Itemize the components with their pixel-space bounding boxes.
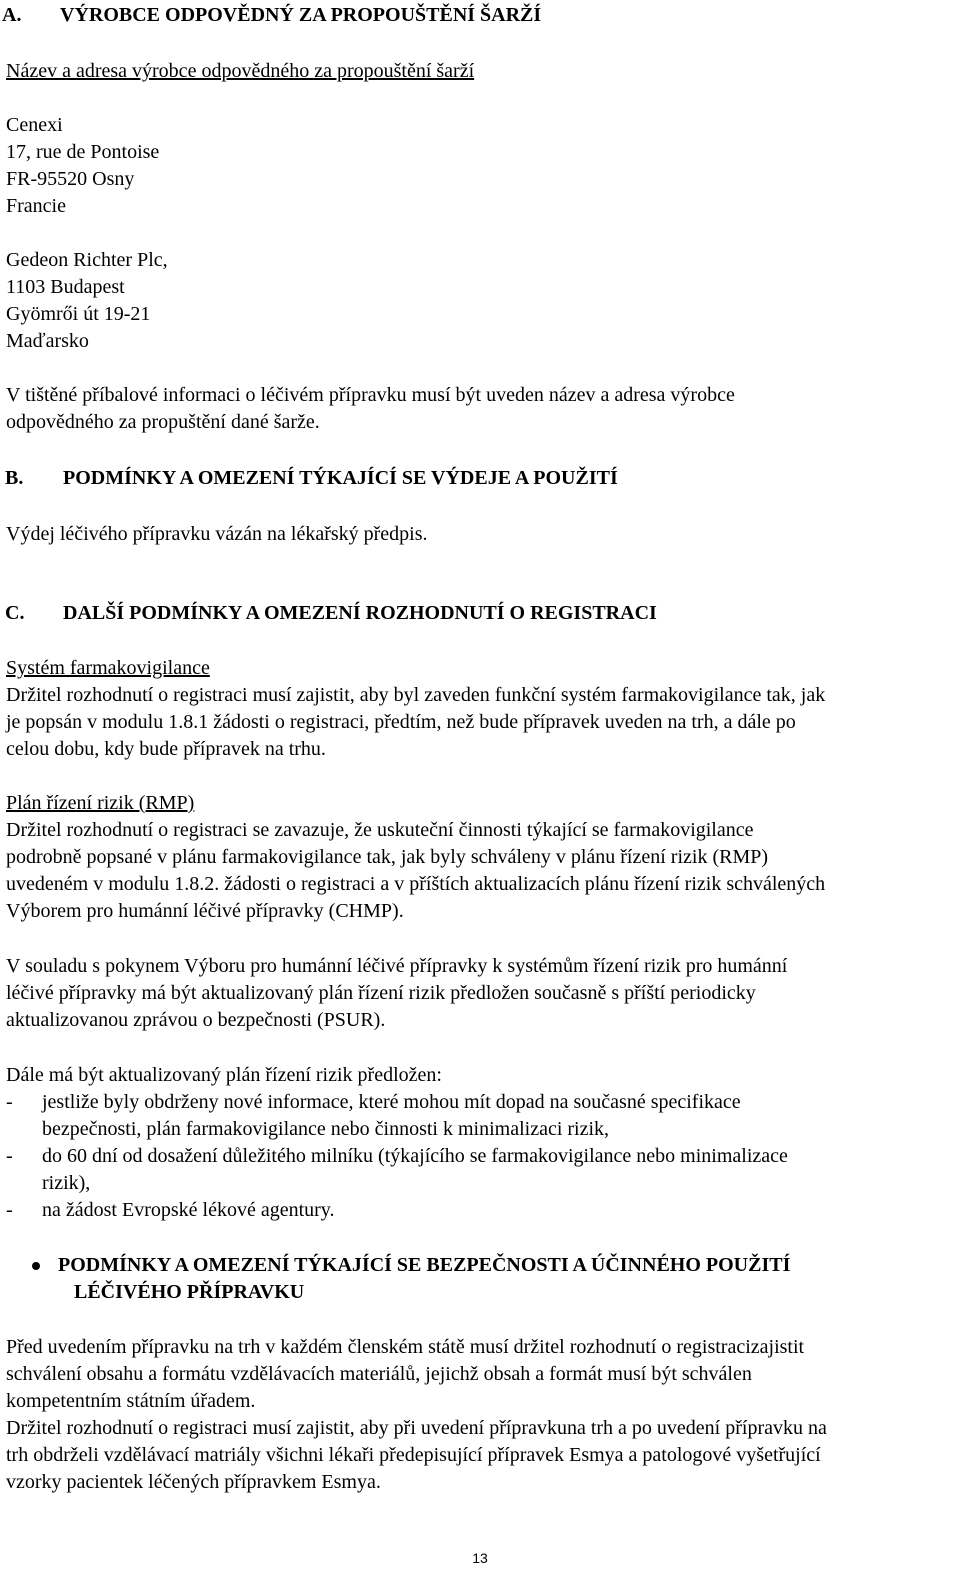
paragraph-line: Výdej léčivého přípravku vázán na lékařský předpis. (6, 523, 428, 545)
section-a (2, 2, 956, 29)
rmp-heading: Plán řízení rizik (RMP) (6, 792, 195, 814)
section-title: VÝROBCE ODPOVĚDNÝ ZA PROPOUŠTĚNÍ ŠARŽÍ (60, 4, 542, 26)
heading-line: LÉČIVÉHO PŘÍPRAVKU (74, 1281, 305, 1303)
section-letter: B. (5, 467, 24, 489)
manufacturer-subheading: Název a adresa výrobce odpovědného za propouštění šarží (6, 60, 475, 82)
section-title: DALŠÍ PODMÍNKY A OMEZENÍ ROZHODNUTÍ O REGISTRACI (63, 602, 657, 624)
paragraph-line: trh obdrželi vzdělávací matriály všichni lékaři předepisující přípravek Esmya a patologové vyšetřující (6, 1444, 821, 1466)
list-item-line: do 60 dní od dosažení důležitého milníku (týkajícího se farmakovigilance nebo minimalizace (42, 1145, 788, 1167)
further-submission-block (6, 1062, 956, 1224)
list-item-line: bezpečnosti, plán farmakovigilance nebo činnosti k minimalizaci rizik, (42, 1118, 610, 1140)
manufacturer-subheading-block (6, 58, 956, 85)
address-line: Gyömrői út 19-21 (6, 303, 151, 325)
paragraph-line: V tištěné příbalové informaci o léčivém přípravku musí být uveden název a adresa výrobce (6, 384, 735, 406)
paragraph-line: je popsán v modulu 1.8.1 žádosti o registraci, předtím, než bude přípravek uveden na trh, a dále po (6, 711, 796, 733)
dash-marker: - (6, 1199, 13, 1221)
address-line: Gedeon Richter Plc, (6, 249, 168, 271)
manufacturer-address-2 (6, 247, 956, 355)
educational-materials-block (6, 1334, 956, 1496)
list-item (6, 1143, 956, 1197)
section-b (6, 465, 956, 492)
address-line: 17, rue de Pontoise (6, 141, 160, 163)
section-c (6, 600, 956, 627)
bullet-icon (0, 1252, 58, 1306)
heading-line: PODMÍNKY A OMEZENÍ TÝKAJÍCÍ SE BEZPEČNOSTI A ÚČINNÉHO POUŽITÍ (58, 1254, 791, 1276)
list-item (6, 1197, 956, 1224)
safety-conditions-section (6, 1252, 956, 1306)
section-title: PODMÍNKY A OMEZENÍ TÝKAJÍCÍ SE VÝDEJE A POUŽITÍ (63, 467, 618, 489)
section-a-heading (2, 2, 956, 29)
paragraph-line: Výborem pro humánní léčivé přípravky (CHMP). (6, 900, 404, 922)
section-c-heading (5, 600, 956, 627)
paragraph-line: schválení obsahu a formátu vzdělávacích materiálů, jejichž obsah a formát musí být schválen (6, 1363, 752, 1385)
paragraph-line: aktualizovanou zprávou o bezpečnosti (PSUR). (6, 1009, 386, 1031)
list-item-line: na žádost Evropské lékové agentury. (42, 1199, 335, 1221)
chmp-block (6, 953, 956, 1034)
paragraph-line: Držitel rozhodnutí o registraci se zavazuje, že uskuteční činnosti týkající se farmakovigilance (6, 819, 754, 841)
address-line: 1103 Budapest (6, 276, 125, 298)
paragraph-line: uvedeném v modulu 1.8.2. žádosti o registraci a v příštích aktualizacích plánu řízení rizik schválených (6, 873, 826, 895)
paragraph-line: podrobně popsané v plánu farmakovigilance tak, jak byly schváleny v plánu řízení rizik (RMP) (6, 846, 769, 868)
prescription-note (6, 521, 956, 548)
paragraph-line: Držitel rozhodnutí o registraci musí zajistit, aby při uvedení přípravkuna trh a po uvedení přípravku na (6, 1417, 827, 1439)
address-line: Cenexi (6, 114, 63, 136)
paragraph-line: odpovědného za propuštění dané šarže. (6, 411, 320, 433)
list-item (6, 1089, 956, 1143)
paragraph-line: léčivé přípravky má být aktualizovaný plán řízení rizik předložen současně s příští periodicky (6, 982, 756, 1004)
paragraph-line: Před uvedením přípravku na trh v každém členském státě musí držitel rozhodnutí o registracizajistit (6, 1336, 805, 1358)
page-number: 13 (472, 1550, 488, 1566)
section-letter: A. (2, 4, 22, 26)
safety-conditions-heading (0, 1252, 956, 1306)
dash-marker: - (6, 1145, 13, 1167)
pharmacovigilance-heading: Systém farmakovigilance (6, 657, 210, 679)
list-item-line: rizik), (42, 1172, 91, 1194)
paragraph-line: vzorky pacientek léčených přípravkem Esmya. (6, 1471, 381, 1493)
section-letter: C. (5, 602, 25, 624)
paragraph-line: Držitel rozhodnutí o registraci musí zajistit, aby byl zaveden funkční systém farmakovigilance tak, jak (6, 684, 826, 706)
address-line: FR-95520 Osny (6, 168, 135, 190)
manufacturer-address-1 (6, 112, 956, 220)
leaflet-note (6, 382, 956, 436)
paragraph-line: kompetentním státním úřadem. (6, 1390, 256, 1412)
further-intro: Dále má být aktualizovaný plán řízení rizik předložen: (6, 1064, 442, 1086)
address-line: Francie (6, 195, 66, 217)
section-b-heading (5, 465, 956, 492)
rmp-block (6, 790, 956, 925)
paragraph-line: V souladu s pokynem Výboru pro humánní léčivé přípravky k systémům řízení rizik pro humánní (6, 955, 788, 977)
list-item-line: jestliže byly obdrženy nové informace, které mohou mít dopad na současné specifikace (42, 1091, 741, 1113)
dash-marker: - (6, 1091, 13, 1113)
address-line: Maďarsko (6, 330, 89, 352)
pharmacovigilance-block (6, 655, 956, 763)
paragraph-line: celou dobu, kdy bude přípravek na trhu. (6, 738, 326, 760)
